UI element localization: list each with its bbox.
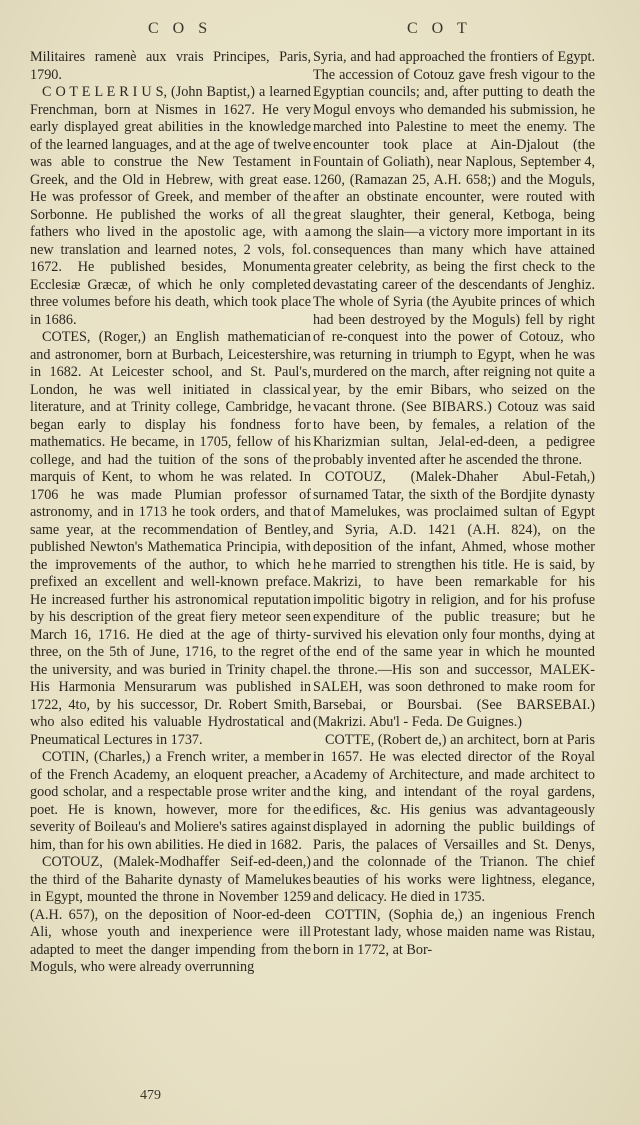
entry-cotin: COTIN, (Charles,) a French writer, a member of the French Academy, an eloquent preacher, a good scholar, and a respectable prose writer and poet. He is known, however, more for the severity of Boileau's and Moliere's satires against him, than for his own abilities. He died in 1682. <box>30 749 311 853</box>
entry-cotouz-modhaffer: COTOUZ, (Malek-Modhaffer Seif-ed-deen,) the third of the Baharite dynasty of Mamelukes in Egypt, mounted the throne in November 1259 (A.H. 657), on the deposition of Noor-ed-deen Ali, whose youth and inexperience were ill adapted to meet the danger impending from the Moguls, who were already overrunning <box>30 854 311 975</box>
entry-cottin: COTTIN, (Sophia de,) an ingenious French Protestant lady, whose maiden name was Ristau, born in 1772, at Bor- <box>313 906 595 958</box>
entry-cotouz-continuation: Syria, and had approached the frontiers of Egypt. The accession of Cotouz gave fresh vigour to the Egyptian councils; and, after putting to death the Mogul envoys who demanded his submission, he marched into Palestine to meet the enemy. The encounter took place at Ain-Djalout (the Fountain of Goliath), near Naplous, September 4, 1260, (Ramazan 25, A.H. 658;) and the Moguls, after an obstinate encounter, were routed with great slaughter, their general, Ketboga, being among the slain—a victory more important in its consequences than many which have attained greater celebrity, as being the first check to the devastating career of the descendants of Jenghiz. The whole of Syria (the Ayubite princes of which had been destroyed by the Moguls) fell by right of re-conquest into the power of Cotouz, who was returning in triumph to Egypt, when he was murdered on the march, after reigning not quite a year, by the emir Bibars, who seized on the vacant throne. (See BIBARS.) Cotouz was said to have been, by females, a relation of the Kharizmian sultan, Jelal-ed-deen, a pedigree probably invented after he ascended the throne. <box>313 49 595 468</box>
right-column <box>313 49 595 959</box>
entry-cotte: COTTE, (Robert de,) an architect, born at Paris in 1657. He was elected director of the Royal Academy of Architecture, and made architect to the king, and intendant of the royal gardens, edifices, &c. His genius was advantageously displayed in adorning the public buildings of Paris, the palaces of Versailles and St. Denys, and the colonnade of the Trianon. The chief beauties of his works were lightness, elegance, and delicacy. He died in 1735. <box>313 731 595 905</box>
entry-cotes: COTES, (Roger,) an English mathematician and astronomer, born at Burbach, Leicestershire, in 1682. At Leicester school, and St. Paul's, London, he was well initiated in classical literature, and at Trinity college, Cambridge, he began early to display his fondness for mathematics. He became, in 1705, fellow of his college, and had the tuition of the sons of the marquis of Kent, to whom he was related. In 1706 he was made Plumian professor of astronomy, and in 1713 he took orders, and that same year, at the recommendation of Bentley, published Newton's Mathematica Principia, with the improvements of the author, to which he prefixed an excellent and well-known preface. He increased further his astronomical reputation by his description of the great fiery meteor seen March 16, 1716. He died at the age of thirty-three, on the 5th of June, 1716, to the regret of the university, and was buried in Trinity chapel. His Harmonia Mensurarum was published in 1722, 4to, by his successor, Dr. Robert Smith, who also edited his valuable Hydrostatical and Pneumatical Lectures in 1737. <box>30 329 311 748</box>
entry-cotelerius: C O T E L E R I U S, (John Baptist,) a learned Frenchman, born at Nismes in 1627. He very early displayed great abilities in the knowledge of the learned languages, and at the age of twelve was able to construe the New Testament in Greek, and the Old in Hebrew, with great ease. He was professor of Greek, and member of the Sorbonne. He published the works of all the fathers who lived in the apostolic age, with a new translation and learned notes, 2 vols, fol. 1672. He published besides, Monumenta Ecclesiæ Græcæ, of which he only completed three volumes before his death, which took place in 1686. <box>30 84 311 328</box>
page-number: 479 <box>140 1088 161 1103</box>
running-head-right: C O T <box>407 20 472 37</box>
running-head-left: C O S <box>148 20 213 37</box>
left-column <box>30 49 311 977</box>
entry-cotouz-dhaher: COTOUZ, (Malek-Dhaher Abul-Fetah,) surnamed Tatar, the sixth of the Bordjite dynasty of Mamelukes, was proclaimed sultan of Egypt and Syria, A.D. 1421 (A.H. 824), on the deposition of the infant, Ahmed, whose mother he married to strengthen his title. He is said, by Makrizi, to have been remarkable for his impolitic bigotry in religion, and for his profuse expenditure of the public treasure; but he survived his elevation only four months, dying at the end of the same year in which he mounted the throne.—His son and successor, MALEK-SALEH, was soon dethroned to make room for Barsebai, or Boursbai. (See BARSEBAI.) (Makrizi. Abu'l - Feda. De Guignes.) <box>313 469 595 730</box>
entry-continuation: Militaires ramenè aux vrais Principes, Paris, 1790. <box>30 49 311 83</box>
